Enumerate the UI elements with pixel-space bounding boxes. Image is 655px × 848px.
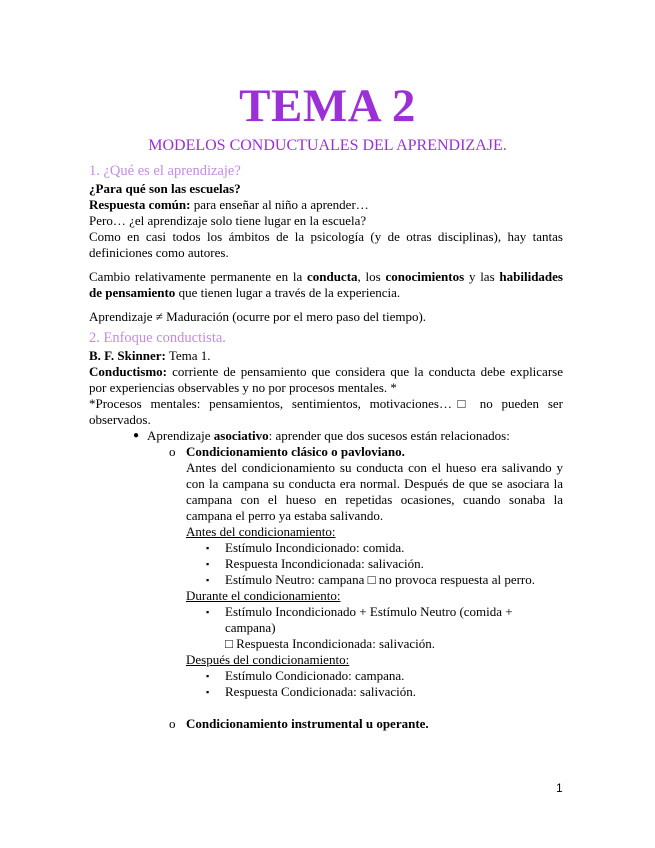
section-2-heading: 2. Enfoque conductista.: [89, 330, 226, 346]
answer-text: para enseñar al niño a aprender…: [190, 197, 369, 212]
instrumental-title: Condicionamiento instrumental u operante.: [186, 716, 429, 731]
clasico-title: Condicionamiento clásico o pavloviano.: [186, 444, 405, 459]
bullet-text-c: : aprender que dos sucesos están relacionados:: [268, 428, 510, 443]
durante-item: Estímulo Incondicionado + Estímulo Neutro (comida + campana): [225, 604, 513, 635]
clasico-text: Antes del condicionamiento su conducta con el hueso era salivando y con la campana su conducta era normal. Después de que se asociara la campana con el hueso en repetidas ocasiones, cuando sonaba la campana el perro ya estaba salivando.: [186, 460, 563, 523]
square-bullet-icon: ▪: [206, 575, 210, 585]
durante-label: Durante el condicionamiento:: [186, 588, 341, 603]
document-body: [89, 162, 563, 732]
list-item: [89, 684, 563, 700]
square-bullet-icon: ▪: [206, 671, 210, 681]
durante-continuation: □ Respuesta Incondicionada: salivación.: [225, 636, 436, 651]
footnote-paragraph: *Procesos mentales: pensamientos, sentimientos, motivaciones…□ no pueden ser observados.: [89, 396, 563, 427]
def-text-g: que tienen lugar a través de la experiencia.: [175, 285, 401, 300]
question-text: ¿Para qué son las escuelas?: [89, 181, 241, 196]
page-subtitle: MODELOS CONDUCTUALES DEL APRENDIZAJE.: [148, 137, 507, 154]
answer-label: Respuesta común:: [89, 197, 191, 212]
def-text-a: Cambio relativamente permanente en la: [89, 269, 307, 284]
list-item: [89, 668, 563, 684]
bullet-icon: ●: [133, 430, 140, 441]
list-item: [89, 540, 563, 556]
bullet-bold: asociativo: [213, 428, 269, 443]
despues-item: Respuesta Condicionada: salivación.: [225, 684, 416, 699]
circle-bullet-icon: o: [169, 716, 176, 731]
despues-item: Estímulo Condicionado: campana.: [225, 668, 405, 683]
section-1-heading: 1. ¿Qué es el aprendizaje?: [89, 163, 241, 179]
list-item: [89, 716, 563, 732]
learning-definition: [89, 269, 563, 301]
square-bullet-icon: ▪: [206, 687, 210, 697]
common-answer: [89, 197, 563, 213]
skinner-line: [89, 348, 563, 364]
page-title: TEMA 2: [239, 80, 416, 132]
question: [89, 181, 563, 197]
antes-label: Antes del condicionamiento:: [186, 524, 336, 539]
maduracion-line: Aprendizaje ≠ Maduración (ocurre por el mero paso del tiempo).: [89, 309, 427, 324]
antes-item: Respuesta Incondicionada: salivación.: [225, 556, 424, 571]
square-bullet-icon: ▪: [206, 607, 210, 617]
def-bold-habilidades: habilidades de pensamiento: [89, 269, 563, 300]
skinner-label: B. F. Skinner:: [89, 348, 166, 363]
antes-item: Estímulo Neutro: campana □ no provoca respuesta al perro.: [225, 572, 536, 587]
antes-item: Estímulo Incondicionado: comida.: [225, 540, 405, 555]
square-bullet-icon: ▪: [206, 543, 210, 553]
def-text-e: y las: [464, 269, 500, 284]
square-bullet-icon: ▪: [206, 559, 210, 569]
list-item: [89, 444, 563, 460]
bullet-text-a: Aprendizaje: [147, 428, 214, 443]
list-item: [89, 572, 563, 588]
page-number: 1: [556, 781, 563, 795]
def-bold-conocimientos: conocimientos: [385, 269, 465, 284]
list-item: [89, 428, 563, 444]
conductismo-paragraph: [89, 364, 563, 396]
def-text-c: , los: [357, 269, 386, 284]
def-bold-conducta: conducta: [306, 269, 358, 284]
skinner-text: Tema 1.: [165, 348, 211, 363]
conductismo-text: corriente de pensamiento que considera que la conducta debe explicarse por experiencias observables y no por procesos mentales. *: [89, 364, 563, 395]
circle-bullet-icon: o: [169, 444, 176, 459]
list-item: [89, 556, 563, 572]
despues-label: Después del condicionamiento:: [186, 652, 350, 667]
definitions-paragraph: Como en casi todos los ámbitos de la psicología (y de otras disciplinas), hay tantas definiciones como autores.: [89, 229, 563, 260]
list-item: [89, 604, 563, 636]
pero-line: Pero… ¿el aprendizaje solo tiene lugar en la escuela?: [89, 213, 367, 228]
conductismo-label: Conductismo:: [89, 364, 168, 379]
